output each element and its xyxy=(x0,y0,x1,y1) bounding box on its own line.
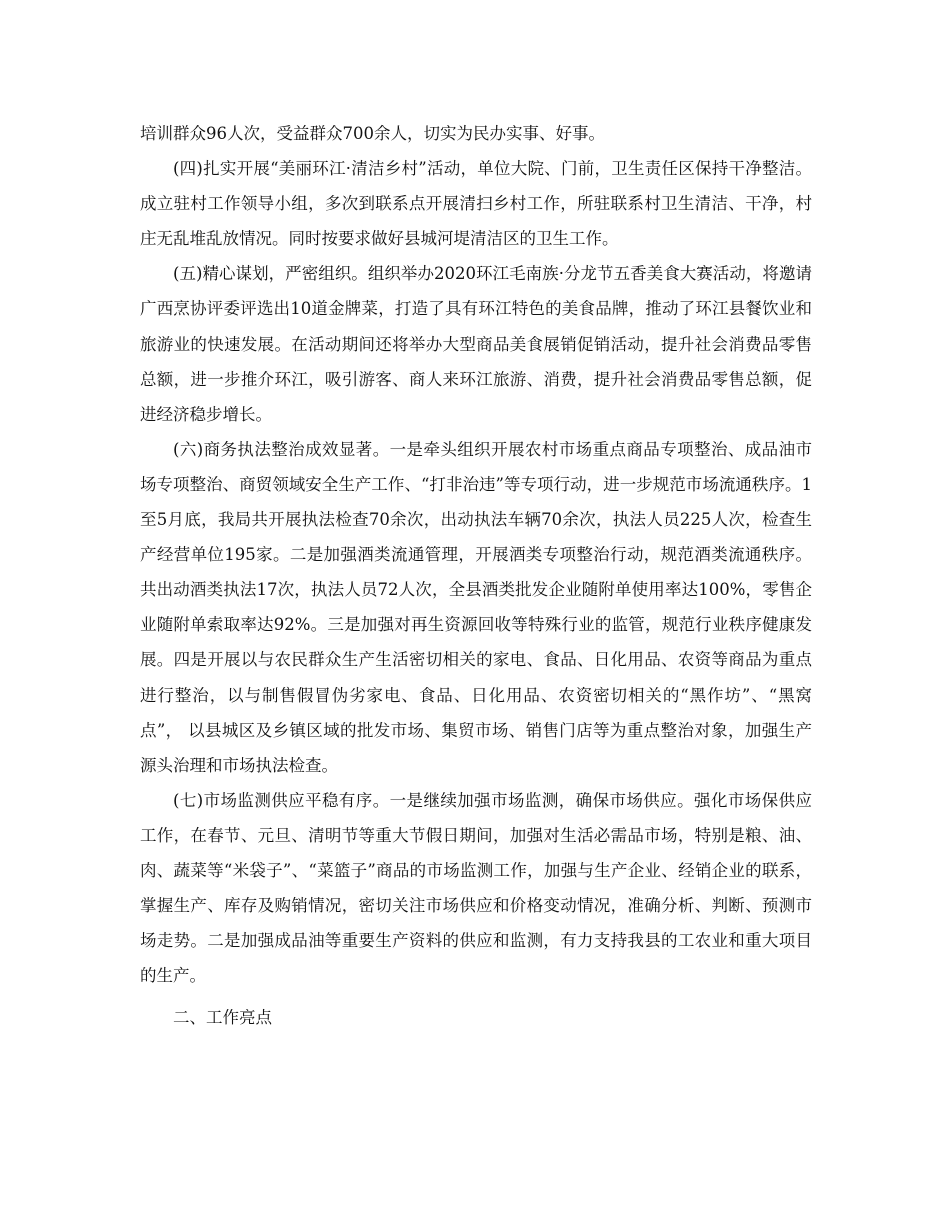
paragraph-food-contest: (五)精心谋划，严密组织。组织举办2020环江毛南族·分龙节五香美食大赛活动，将邀请广西烹协评委评选出10道金牌菜，打造了具有环江特色的美食品牌，推动了环江县餐饮业和旅游业的快速发展。在活动期间还将举办大型商品美食展销促销活动，提升社会消费品零售总额，进一步推介环江，吸引游客、商人来环江旅游、消费，提升社会消费品零售总额，促进经济稳步增长。 xyxy=(140,264,812,424)
paragraph-market-monitoring: (七)市场监测供应平稳有序。一是继续加强市场监测，确保市场供应。强化市场保供应工作，在春节、元旦、清明节等重大节假日期间，加强对生活必需品市场，特别是粮、油、肉、蔬菜等“米袋子”、“菜篮子”商品的市场监测工作，加强与生产企业、经销企业的联系，掌握生产、库存及购销情况，密切关注市场供应和价格变动情况，准确分析、判断、预测市场走势。二是加强成品油等重要生产资料的供应和监测，有力支持我县的工农业和重大项目的生产。 xyxy=(140,790,812,986)
paragraph-continuation: 培训群众96人次，受益群众700余人，切实为民办实事、好事。 xyxy=(140,124,605,143)
section-heading: 二、工作亮点 xyxy=(173,1008,272,1028)
document-body xyxy=(140,116,812,1035)
paragraph-clean-village: (四)扎实开展“美丽环江·清洁乡村”活动，单位大院、门前，卫生责任区保持干净整洁。成立驻村工作领导小组，多次到联系点开展清扫乡村工作，所驻联系村卫生清洁、干净，村庄无乱堆乱放情况。同时按要求做好县城河堤清洁区的卫生工作。 xyxy=(140,159,812,249)
paragraph-law-enforcement: (六)商务执法整治成效显著。一是牵头组织开展农村市场重点商品专项整治、成品油市场专项整治、商贸领域安全生产工作、“打非治违”等专项行动，进一步规范市场流通秩序。1至5月底，我局共开展执法检查70余次，出动执法车辆70余次，执法人员225人次，检查生产经营单位195家。二是加强酒类流通管理，开展酒类专项整治行动，规范酒类流通秩序。共出动酒类执法17次，执法人员72人次，全县酒类批发企业随附单使用率达100%，零售企业随附单索取率达92%。三是加强对再生资源回收等特殊行业的监管，规范行业秩序健康发展。四是开展以与农民群众生产生活密切相关的家电、食品、日化用品、农资等商品为重点进行整治，以与制售假冒伪劣家电、食品、日化用品、农资密切相关的“黑作坊”、“黑窝点”， 以县城区及乡镇区域的批发市场、集贸市场、销售门店等为重点整治对象，加强生产源头治理和市场执法检查。 xyxy=(140,439,812,775)
